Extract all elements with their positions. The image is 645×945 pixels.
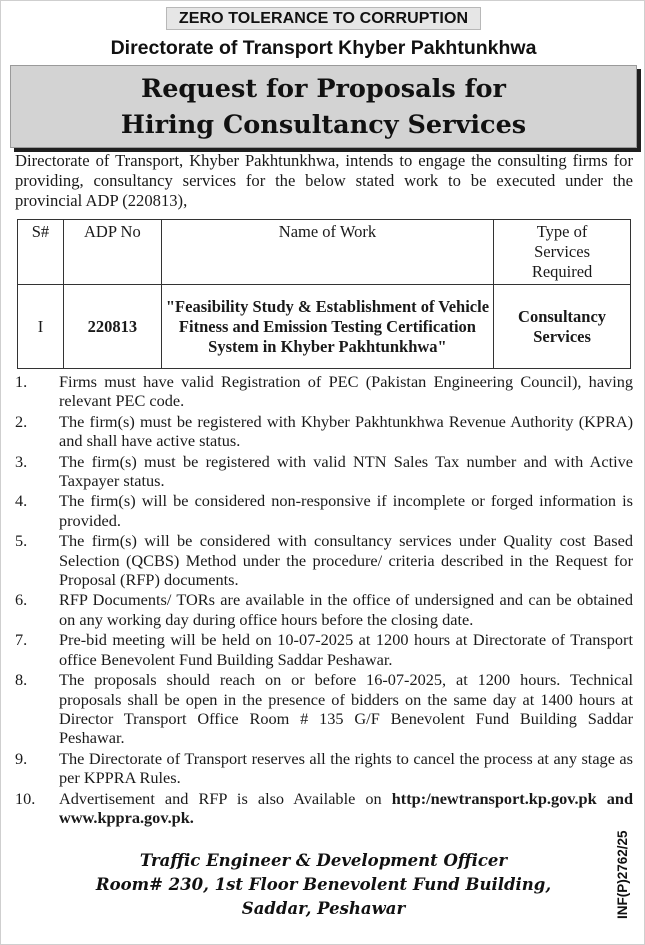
item-number: 8. — [15, 670, 28, 690]
item-text: The firm(s) must be registered with Khyber Pakhtunkhwa Revenue Authority (KPRA) and shall have active status. — [59, 411, 633, 451]
list-item — [15, 491, 633, 530]
conditions-list — [15, 372, 633, 828]
cell-sno: I — [18, 285, 64, 369]
list-item — [15, 630, 633, 669]
list-item — [15, 531, 633, 589]
item-number: 5. — [15, 531, 28, 551]
item-text: The Directorate of Transport reserves all the rights to cancel the process at any stage as per KPPRA Rules. — [59, 748, 633, 788]
signature-line-1: Traffic Engineer & Development Officer — [139, 851, 508, 870]
table-header-row — [18, 220, 631, 285]
header-name-of-work: Name of Work — [161, 220, 493, 285]
item-text: RFP Documents/ TORs are available in the office of undersigned and can be obtained on any working day during office hours before the closing date. — [59, 590, 633, 629]
item-number: 1. — [15, 372, 28, 391]
item-number: 7. — [15, 630, 28, 650]
signature-line-2: Room# 230, 1st Floor Benevolent Fund Building, — [95, 875, 552, 894]
rfp-title-box — [10, 65, 637, 148]
header-type-of-services — [494, 220, 631, 285]
item-text: Pre-bid meeting will be held on 10-07-2025 at 1200 hours at Directorate of Transport office Benevolent Fund Building Saddar Peshawar. — [59, 630, 633, 669]
signature-line-3: Saddar, Peshawar — [241, 899, 406, 918]
kppra-website-link[interactable]: www.kppra.gov.pk. — [59, 807, 194, 827]
header-type-line-1: Type of — [536, 222, 588, 241]
item-number: 9. — [15, 748, 28, 768]
title-line-1: Request for Proposals for — [141, 74, 506, 104]
organization-heading: Directorate of Transport Khyber Pakhtunkhwa — [110, 37, 537, 59]
list-item — [15, 670, 633, 748]
list-item — [15, 452, 633, 491]
item-number: 4. — [15, 491, 28, 511]
item-number: 2. — [15, 411, 28, 431]
title-line-2: Hiring Consultancy Services — [120, 110, 527, 140]
table-row — [18, 285, 631, 369]
intro-paragraph: Directorate of Transport, Khyber Pakhtunkhwa, intends to engage the consulting firms for providing, consultancy services for the below stated work to be executed under the provincial ADP (220813), — [15, 151, 633, 210]
cell-adp-no: 220813 — [63, 285, 161, 369]
list-item — [15, 590, 633, 629]
header-sno: S# — [18, 220, 64, 285]
list-item — [15, 412, 633, 451]
reference-number: INF(P)2762/25 — [615, 830, 630, 919]
cell-type-line-2: Services — [533, 326, 591, 346]
websites-text: Advertisement and RFP is also Available on — [59, 788, 382, 808]
signature-block — [1, 849, 645, 921]
item-number: 3. — [15, 451, 28, 471]
cell-type-of-services — [494, 285, 631, 369]
and-word: and — [606, 788, 634, 808]
zero-tolerance-banner: ZERO TOLERANCE TO CORRUPTION — [166, 7, 481, 30]
list-item-websites — [15, 789, 633, 828]
item-text: The firm(s) will be considered with consultancy services under Quality cost Based Selection (QCBS) Method under the procedure/ criteria described in the Request for Proposal (RFP) documents. — [59, 531, 633, 590]
work-table — [17, 219, 631, 369]
item-text — [59, 789, 633, 828]
tagline-wrapper — [1, 7, 645, 30]
cell-name-of-work: "Feasibility Study & Establishment of Vehicle Fitness and Emission Testing Certification System in Khyber Pakhtunkhwa" — [161, 285, 493, 369]
list-item — [15, 372, 633, 411]
cell-type-line-1: Consultancy — [518, 306, 607, 326]
item-text: Firms must have valid Registration of PEC (Pakistan Engineering Council), having relevant PEC code. — [59, 372, 633, 411]
header-type-line-2: Services — [534, 242, 590, 261]
item-text: The firm(s) must be registered with valid NTN Sales Tax number and with Active Taxpayer status. — [59, 451, 633, 491]
item-number: 6. — [15, 590, 28, 610]
header-type-line-3: Required — [531, 262, 593, 281]
item-number: 10. — [15, 788, 36, 808]
transport-website-link[interactable]: http:/newtransport.kp.gov.pk — [391, 788, 597, 808]
header-adp-no: ADP No — [63, 220, 161, 285]
list-item — [15, 749, 633, 788]
item-text: The proposals should reach on or before 16-07-2025, at 1200 hours. Technical proposals shall be open in the presence of bidders on the same day at 1400 hours at Director Transport Office Room # 135 G/F Benevolent Fund Building Saddar Peshawar. — [59, 670, 633, 748]
item-text: The firm(s) will be considered non-responsive if incomplete or forged information is provided. — [59, 491, 633, 530]
